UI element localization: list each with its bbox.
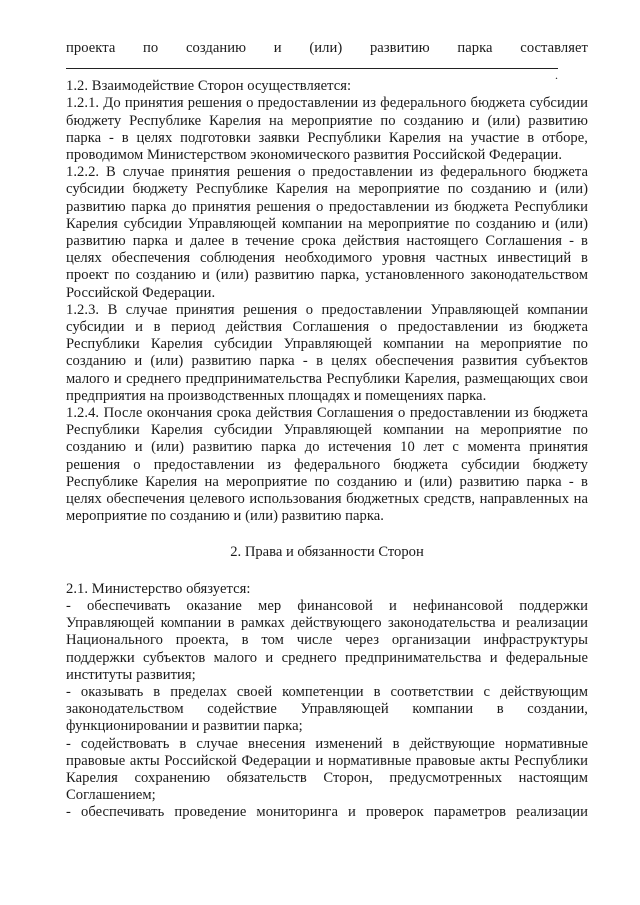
top-line: проекта по созданию и (или) развитию парка составляет (66, 40, 588, 56)
paragraph-1-2: 1.2. Взаимодействие Сторон осуществляется: (66, 78, 352, 95)
list-item-preserve: - содействовать в случае внесения изменений в действующие нормативные правовые акты Российской Федерации и нормативные правовые акты Республики Карелия сохранению обязательств Сторон, предусмотренных настоящим Соглашением; (66, 735, 588, 804)
paragraph-2-1: 2.1. Министерство обязуется: (66, 580, 251, 597)
paragraph-1-2-1: 1.2.1. До принятия решения о предоставлении из федерального бюджета субсидии бюджету Республике Карелия на мероприятие по созданию и (или) развитию парка - в целях подготовки заявки Республики Карелия на участие в отборе, проводимом Министерством экономического развития Российской Федерации. (66, 95, 588, 164)
paragraph-1-2-3: 1.2.3. В случае принятия решения о предоставлении Управляющей компании субсидии и в период действия Соглашения о предоставлении из бюджета Республики Карелия субсидии Управляющей компании на мероприятие по созданию и (или) развитию парка - в целях обеспечения развития субъектов малого и среднего предпринимательства Республики Карелия, размещающих свои предприятия на производственных площадях и помещениях парка. (66, 301, 588, 404)
paragraph-1-2-2: 1.2.2. В случае принятия решения о предоставлении из федерального бюджета субсидии бюджету Республике Карелия на мероприятие по созданию и (или) развитию парка до принятия решения о предоставлении из бюджета Республики Карелия субсидии Управляющей компании на мероприятие по созданию и (или) развитию парка и далее в течение срока действия настоящего Соглашения - в целях обеспечения соблюдения необходимого уровня частных инвестиций в проект по созданию и (или) развитию парка, установленного законодательством Российской Федерации. (66, 164, 588, 301)
blank-fill-line (66, 57, 558, 69)
list-item-support: - обеспечивать оказание мер финансовой и нефинансовой поддержки Управляющей компании в рамках действующего законодательства и реализации Национального проекта, в том числе через организации инфраструктуры поддержки субъектов малого и среднего предпринимательства и федеральные институты развития; (66, 597, 588, 683)
section-heading: 2. Права и обязанности Сторон (230, 544, 424, 561)
document-page (66, 40, 588, 822)
paragraph-1-2-4: 1.2.4. После окончания срока действия Соглашения о предоставлении из бюджета Республики Карелия субсидии Управляющей компании на мероприятие по созданию и (или) развитию парка до истечения 10 лет с момента принятия решения о предоставлении из федерального бюджета субсидии бюджету Республике Карелия на мероприятие по созданию и (или) развитию парка - в целях обеспечения целевого использования бюджетных средств, направленных на мероприятие по созданию и (или) развитию парка. (66, 405, 588, 525)
list-item-monitoring: - обеспечивать проведение мониторинга и проверок параметров реализации (66, 804, 588, 821)
trailing-dot: . (555, 68, 558, 82)
list-item-assist: - оказывать в пределах своей компетенции в соответствии с действующим законодательством содействие Управляющей компании в создании, функционировании и развитии парка; (66, 683, 588, 735)
